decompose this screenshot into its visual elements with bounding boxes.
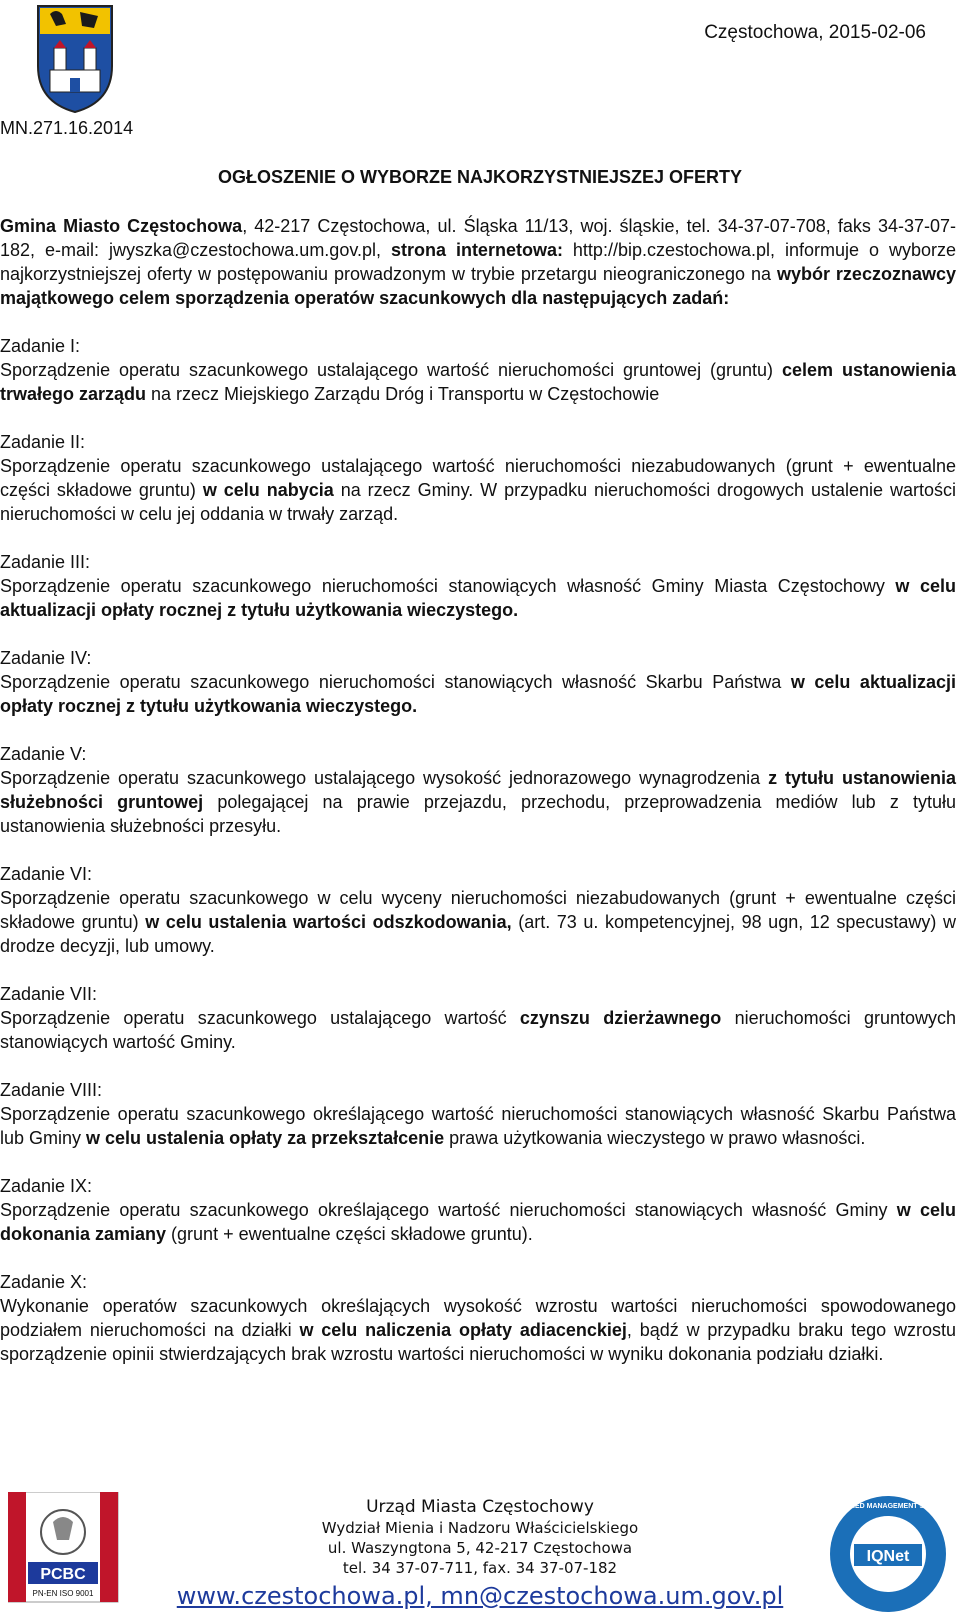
task-section [0,334,956,406]
iqnet-certified-logo [824,1492,952,1616]
office-address [140,1496,820,1612]
task-text: Sporządzenie operatu szacunkowego nieruchomości stanowiących własność Gminy Miasta Częstochowy [0,576,896,596]
task-description [0,1006,956,1054]
task-heading: Zadanie III: [0,552,91,572]
task-description [0,886,956,958]
task-text: Sporządzenie operatu szacunkowego określającego wartość nieruchomości stanowiących własność Gminy [0,1200,897,1220]
intro-org-name: Gmina Miasto Częstochowa [0,216,243,236]
task-section [0,742,956,838]
task-emphasis: w celu aktualizacji opłaty rocznej z tytułu użytkowania wieczystego. [0,576,956,620]
office-department: Wydział Mienia i Nadzoru Właścicielskiego [321,1519,639,1537]
pcbc-label: PCBC [40,1566,86,1583]
office-name: Urząd Miasta Częstochowy [366,1497,594,1517]
task-emphasis: w celu nabycia [202,480,334,500]
task-heading: Zadanie V: [0,744,87,764]
task-section [0,550,956,622]
task-description [0,670,956,718]
task-text: (art. 73 u. kompetencyjnej, 98 ugn, 12 specustawy) w drodze decyzji, lub umowy. [0,912,956,956]
pcbc-certificate-logo [8,1492,130,1610]
task-text: na rzecz Gminy. W przypadku nieruchomości drogowych ustalenie wartości nieruchomości w celu jej oddania w trwały zarząd. [0,480,956,524]
task-description [0,454,956,526]
intro-paragraph [0,214,956,310]
task-text: na rzecz Miejskiego Zarządu Dróg i Transportu w Częstochowie [146,384,660,404]
task-emphasis: czynszu dzierżawnego [519,1008,722,1028]
task-description [0,574,956,622]
task-heading: Zadanie IX: [0,1176,93,1196]
task-text: Sporządzenie operatu szacunkowego ustalającego wysokość jednorazowego wynagrodzenia [0,768,769,788]
task-section [0,430,956,526]
task-heading: Zadanie X: [0,1272,88,1292]
task-emphasis: w celu aktualizacji opłaty rocznej z tytułu użytkowania wieczystego. [0,672,956,716]
task-heading: Zadanie I: [0,336,81,356]
task-section [0,1078,956,1150]
task-emphasis: w celu ustalenia opłaty za przekształcenie [86,1128,445,1148]
task-emphasis: celem ustanowienia trwałego zarządu [0,360,957,404]
task-emphasis: z tytułu ustanowienia służebności gruntowej [0,768,956,812]
task-description [0,358,956,406]
task-text: Sporządzenie operatu szacunkowego ustalającego wartość nieruchomości gruntowej (gruntu) [0,360,782,380]
task-section [0,646,956,718]
document-date: Częstochowa, 2015-02-06 [704,22,926,43]
task-section [0,1270,956,1366]
office-street: ul. Waszyngtona 5, 42-217 Częstochowa [327,1539,633,1557]
task-text: Sporządzenie operatu szacunkowego określającego wartość nieruchomości stanowiących własność Skarbu Państwa lub Gminy [0,1104,956,1148]
task-text: polegającej na prawie przejazdu, przechodu, przeprowadzenia mediów lub z tytułu ustanowienia służebności przesyłu. [0,792,956,836]
task-description [0,766,956,838]
reference-number: MN.271.16.2014 [0,118,134,138]
office-web-link[interactable]: www.czestochowa.pl, mn@czestochowa.um.gov.pl [176,1582,784,1610]
pcbc-standard: PN-EN ISO 9001 [32,1589,94,1598]
city-crest-logo [36,4,114,114]
office-phone: tel. 34 37-07-711, fax. 34 37-07-182 [342,1559,618,1577]
task-text: Sporządzenie operatu szacunkowego nieruchomości stanowiących własność Skarbu Państwa [0,672,791,692]
task-section [0,1174,956,1246]
task-emphasis: w celu dokonania zamiany [0,1200,956,1244]
certified-ring-text: CERTIFIED MANAGEMENT SYSTEM [827,1503,949,1510]
task-description [0,1102,956,1150]
intro-contact: , 42-217 Częstochowa, ul. Śląska 11/13, woj. śląskie, tel. 34-37-07-708, faks 34-37-07-182, e-mail: jwyszka@czestochowa.um.gov.pl, [0,216,956,260]
task-text: Sporządzenie operatu szacunkowego ustalającego wartość [0,1008,520,1028]
task-heading: Zadanie VII: [0,984,98,1004]
intro-text: http://bip.czestochowa.pl, informuje o wyborze najkorzystniejszej oferty w postępowaniu prowadzonym w trybie przetargu nieograniczonego na [0,240,956,284]
task-emphasis: w celu naliczenia opłaty adiacenckiej [299,1320,627,1340]
task-text: Wykonanie operatów szacunkowych określających wysokość wzrostu wartości nieruchomości spowodowanego podziałem nieruchomości na działki [0,1296,956,1340]
intro-website-label: strona internetowa: [390,240,563,260]
task-emphasis: w celu ustalenia wartości odszkodowania, [145,912,512,932]
document-title: OGŁOSZENIE O WYBORZE NAJKORZYSTNIEJSZEJ OFERTY [217,167,743,187]
task-heading: Zadanie VI: [0,864,93,884]
task-text: (grunt + ewentualne części składowe gruntu). [166,1224,533,1244]
page-footer [0,1490,960,1616]
task-text: nieruchomości gruntowych stanowiących wartość Gminy. [0,1008,957,1052]
task-section [0,862,956,958]
iqnet-label: IQNet [866,1548,910,1565]
task-list [0,334,956,1366]
task-text: prawa użytkowania wieczystego w prawo własności. [444,1128,866,1148]
document-body [0,214,956,1366]
task-text: Sporządzenie operatu szacunkowego w celu wyceny nieruchomości niezabudowanych (grunt + ewentualne części składowe gruntu) [0,888,956,932]
task-description [0,1198,956,1246]
task-heading: Zadanie VIII: [0,1080,103,1100]
task-text: Sporządzenie operatu szacunkowego ustalającego wartość nieruchomości niezabudowanych (grunt + ewentualne części składowe gruntu) [0,456,956,500]
task-section [0,982,956,1054]
task-heading: Zadanie IV: [0,648,92,668]
task-text: , bądź w przypadku braku tego wzrostu sporządzenie opinii stwierdzających brak wzrostu wartości nieruchomości w wyniku dokonania podziału działki. [0,1320,957,1364]
task-description [0,1294,956,1366]
intro-subject: wybór rzeczoznawcy majątkowego celem sporządzenia operatów szacunkowych dla następujących zadań: [0,264,956,308]
task-heading: Zadanie II: [0,432,86,452]
